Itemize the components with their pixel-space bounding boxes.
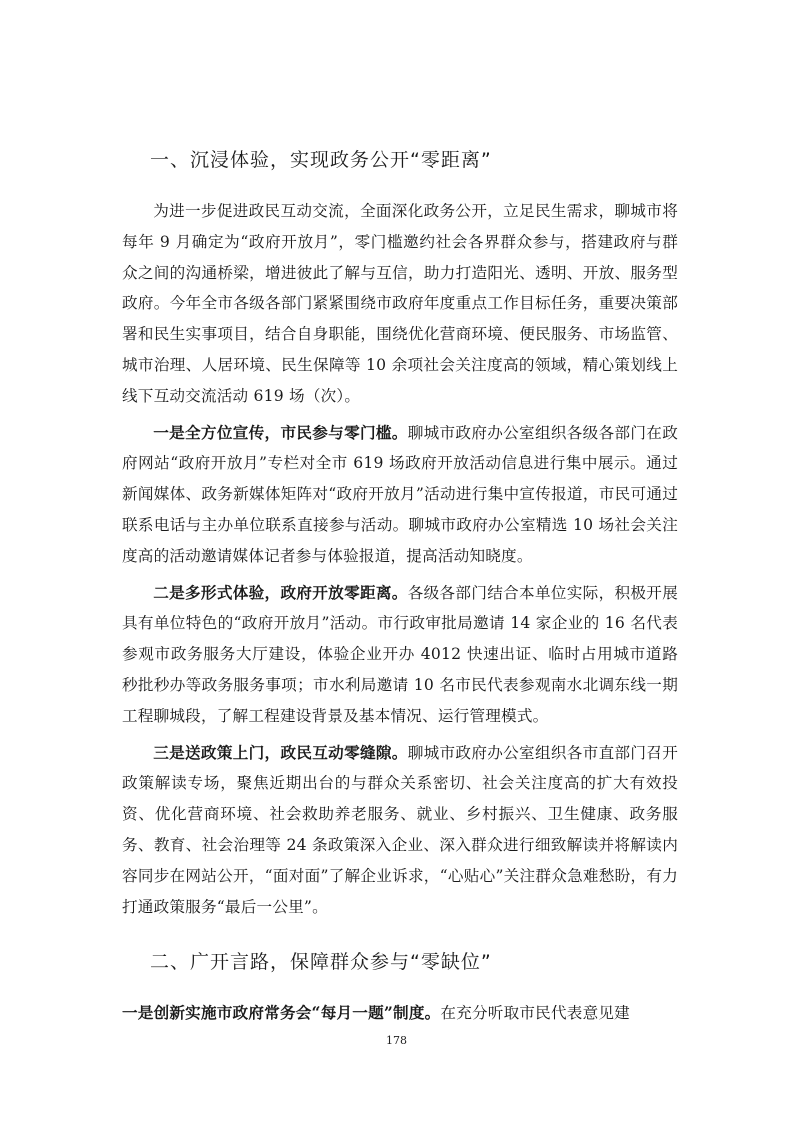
section1-item-3-paragraph bbox=[122, 738, 678, 923]
section1-item-2-lead: 二是多形式体验，政府开放零距离。 bbox=[153, 582, 408, 602]
section1-item-3-text: 聊城市政府办公室组织各市直部门召开政策解读专场，聚焦近期出台的与群众关系密切、社会关注度高的扩大有效投资、优化营商环境、社会救助养老服务、就业、乡村振兴、卫生健康、政务服务、教育、社会治理等 24 条政策深入企业、深入群众进行细致解读并将解读内容同步在网站公开，“面对面”了解企业诉求，“心贴心”关注群众急难愁盼，有力打通政策服务“最后一公里”。 bbox=[122, 743, 679, 916]
section2-item-1-lead: 一是创新实施市政府常务会“每月一题”制度。 bbox=[122, 1003, 441, 1023]
section1-item-1-text: 聊城市政府办公室组织各级各部门在政府网站“政府开放月”专栏对全市 619 场政府开放活动信息进行集中展示。通过新闻媒体、政务新媒体矩阵对“政府开放月”活动进行集中宣传报道，市民可通过联系电话与主办单位联系直接参与活动。聊城市政府办公室精选 10 场社会关注度高的活动邀请媒体记者参与体验报道，提高活动知晓度。 bbox=[122, 423, 679, 565]
page-number: 178 bbox=[386, 1034, 407, 1047]
section1-heading: 一、沉浸体验，实现政务公开“零距离” bbox=[150, 149, 492, 171]
section2-heading: 二、广开言路，保障群众参与“零缺位” bbox=[150, 951, 492, 974]
section1-item-2-paragraph bbox=[122, 578, 678, 732]
page-content bbox=[122, 146, 678, 1029]
section1-item-1-lead: 一是全方位宣传，市民参与零门槛。 bbox=[153, 422, 408, 442]
section1-item-1-paragraph bbox=[122, 418, 678, 572]
section2-item-1-text: 在充分听取市民代表意见建 bbox=[440, 1004, 630, 1023]
section1-item-2-text: 各级各部门结合本单位实际，积极开展具有单位特色的“政府开放月”活动。市行政审批局邀请 14 家企业的 16 名代表参观市政务服务大厅建设，体验企业开办 4012 快速出证、临时占用城市道路秒批秒办等政务服务事项；市水利局邀请 10 名市民代表参观南水北调东线一期工程聊城段，了解工程建设背景及基本情况、运行管理模式。 bbox=[122, 583, 679, 725]
section1-item-3-lead: 三是送政策上门，政民互动零缝隙。 bbox=[153, 742, 408, 762]
section2-item-1-paragraph bbox=[122, 998, 678, 1029]
section1-intro-paragraph: 为进一步促进政民互动交流，全面深化政务公开，立足民生需求，聊城市将每年 9 月确定为“政府开放月”，零门槛邀约社会各界群众参与，搭建政府与群众之间的沟通桥梁，增进彼此了解与互信，助力打造阳光、透明、开放、服务型政府。今年全市各级各部门紧紧围绕市政府年度重点工作目标任务，重要决策部署和民生实事项目，结合自身职能，围绕优化营商环境、便民服务、市场监管、城市治理、人居环境、民生保障等 10 余项社会关注度高的领域，精心策划线上线下互动交流活动 619 场（次）。 bbox=[122, 202, 678, 405]
